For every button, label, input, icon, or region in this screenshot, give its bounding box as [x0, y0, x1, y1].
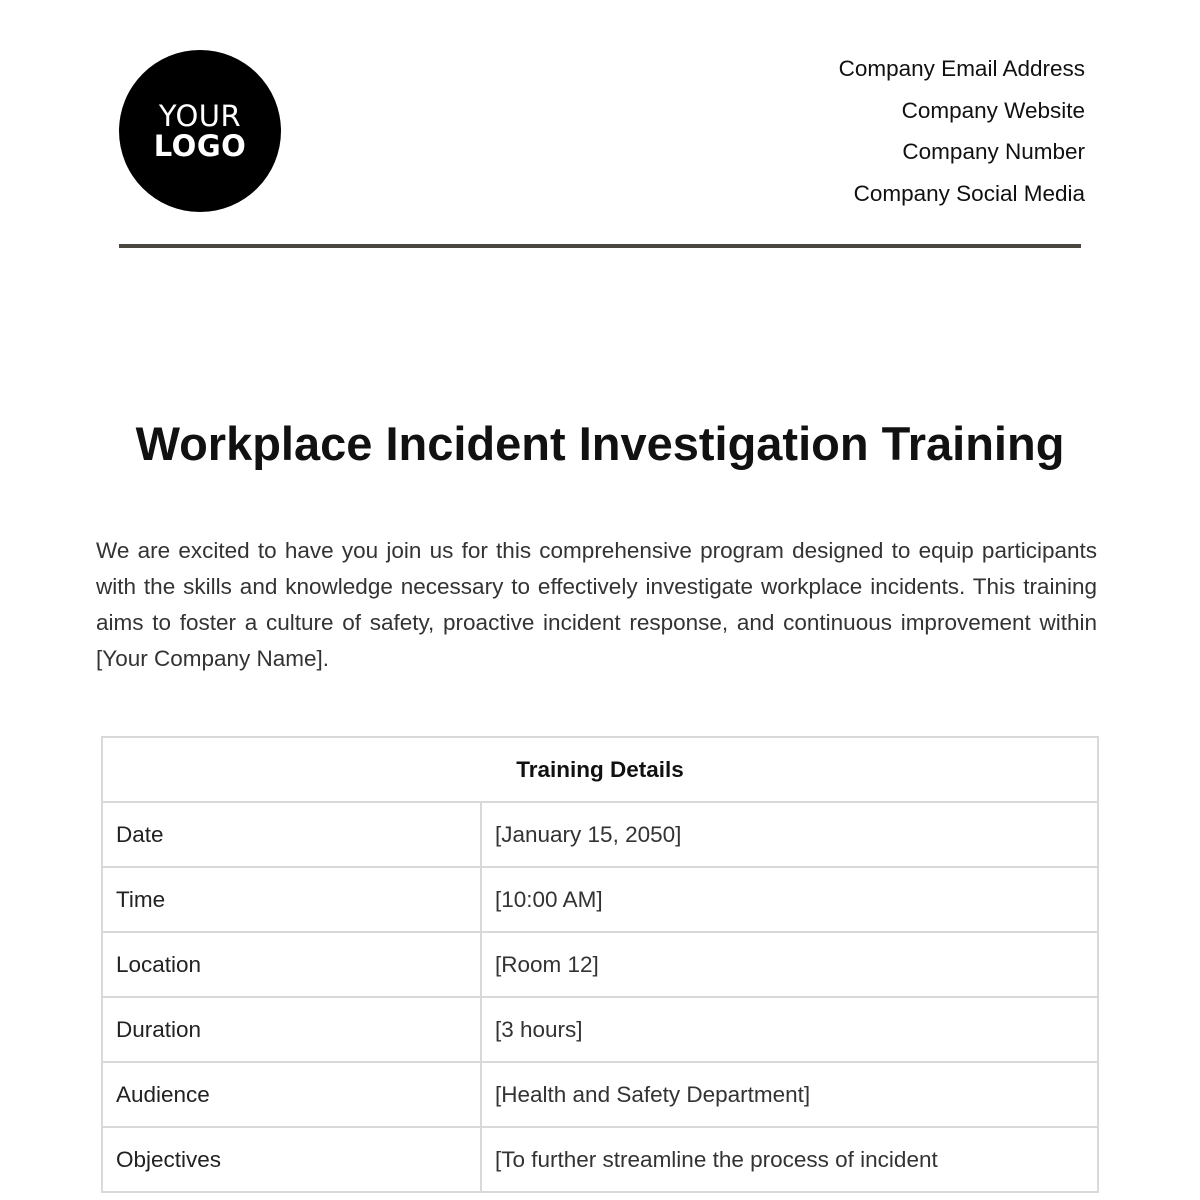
row-label: Objectives: [102, 1127, 481, 1192]
row-value: [3 hours]: [481, 997, 1098, 1062]
row-label: Duration: [102, 997, 481, 1062]
row-value: [January 15, 2050]: [481, 802, 1098, 867]
row-value: [To further streamline the process of incident: [481, 1127, 1098, 1192]
table-row-time: [102, 867, 1098, 932]
header-divider: [119, 244, 1081, 248]
row-label: Location: [102, 932, 481, 997]
table-header-row: [102, 737, 1098, 802]
training-details-table: [101, 736, 1099, 1193]
company-logo: [119, 50, 281, 212]
company-social-media: Company Social Media: [853, 181, 1085, 207]
document-title: Workplace Incident Investigation Training: [135, 417, 1065, 470]
row-label: Date: [102, 802, 481, 867]
company-website: Company Website: [901, 97, 1085, 123]
row-value: [Room 12]: [481, 932, 1098, 997]
logo-text-top: YOUR: [158, 98, 242, 133]
company-number: Company Number: [902, 139, 1085, 165]
row-value: [10:00 AM]: [481, 867, 1098, 932]
table-row-location: [102, 932, 1098, 997]
table-row-objectives: [102, 1127, 1098, 1192]
table-row-date: [102, 802, 1098, 867]
company-email: Company Email Address: [838, 56, 1085, 81]
intro-paragraph: We are excited to have you join us for this comprehensive program designed to equip participants with the skills and knowledge necessary to effectively investigate workplace incidents. This training aims to foster a culture of safety, proactive incident response, and continuous improvement within [Your Company Name].: [96, 538, 1097, 671]
table-row-audience: [102, 1062, 1098, 1127]
table-row-duration: [102, 997, 1098, 1062]
row-value: [Health and Safety Department]: [481, 1062, 1098, 1127]
table-header: Training Details: [102, 737, 1098, 802]
logo-text-bottom: LOGO: [153, 129, 247, 163]
row-label: Time: [102, 867, 481, 932]
company-contact-block: [839, 53, 1085, 220]
row-label: Audience: [102, 1062, 481, 1127]
